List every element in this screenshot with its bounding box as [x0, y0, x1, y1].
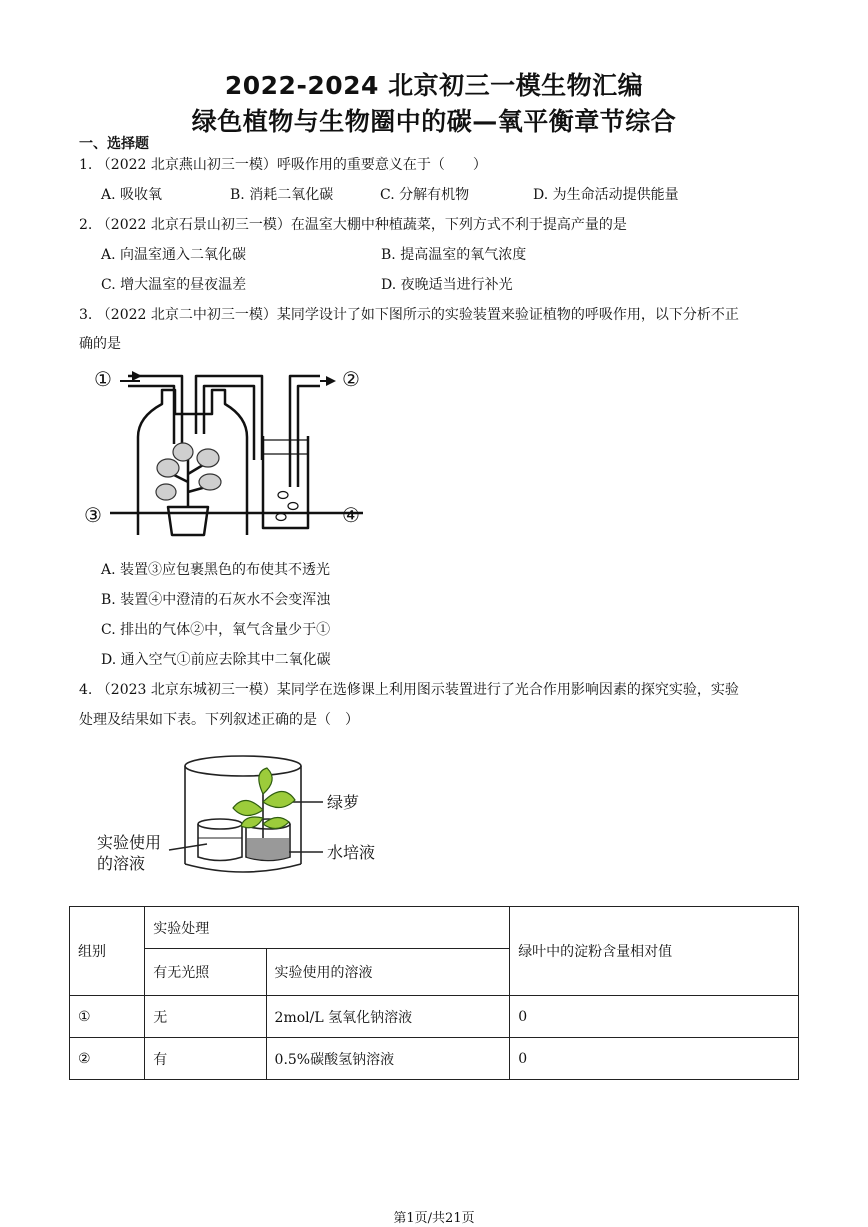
table-cell-group: ②	[70, 1038, 145, 1080]
table-cell-group: ①	[70, 996, 145, 1038]
table-row	[70, 1038, 799, 1080]
q3-figure-label-1: ①	[94, 367, 112, 391]
q3-respiration-apparatus-figure	[80, 362, 380, 544]
table-cell-result: 0	[510, 996, 799, 1038]
table-cell-solution: 0.5%碳酸氢钠溶液	[266, 1038, 510, 1080]
table-header-result: 绿叶中的淀粉含量相对值	[510, 907, 799, 996]
q4-label-plant: 绿萝	[327, 793, 360, 812]
table-cell-solution: 2mol/L 氢氧化钠溶液	[266, 996, 510, 1038]
q2-option-d[interactable]: D. 夜晚适当进行补光	[381, 277, 513, 293]
page-footer: 第1页/共21页	[393, 1211, 475, 1226]
q3-stem-line2: 确的是	[79, 336, 121, 352]
q1-option-a[interactable]: A. 吸收氧	[101, 187, 163, 203]
table-cell-light: 有	[145, 1038, 266, 1080]
q2-option-b[interactable]: B. 提高温室的氧气浓度	[381, 247, 527, 263]
table-cell-result: 0	[510, 1038, 799, 1080]
q4-label-solution-line1: 实验使用	[97, 833, 162, 852]
q4-stem-line2: 处理及结果如下表。下列叙述正确的是（ ）	[79, 712, 359, 728]
doc-title-line2: 绿色植物与生物圈中的碳—氧平衡章节综合	[191, 107, 677, 136]
q3-stem-line1: 3. （2022 北京二中初三一模）某同学设计了如下图所示的实验装置来验证植物的呼吸作用，以下分析不正	[79, 307, 739, 323]
q3-figure-label-4: ④	[342, 503, 360, 527]
q2-option-c[interactable]: C. 增大温室的昼夜温差	[101, 277, 247, 293]
q2-stem: 2. （2022 北京石景山初三一模）在温室大棚中种植蔬菜，下列方式不利于提高产量的是	[79, 217, 627, 233]
q1-stem: 1. （2022 北京燕山初三一模）呼吸作用的重要意义在于（ ）	[79, 157, 487, 173]
table-header-light: 有无光照	[145, 949, 266, 996]
q1-option-b[interactable]: B. 消耗二氧化碳	[230, 187, 334, 203]
q4-hydroponic-setup-figure	[95, 752, 405, 880]
q3-figure-label-3: ③	[84, 503, 102, 527]
q3-option-b[interactable]: B. 装置④中澄清的石灰水不会变浑浊	[101, 592, 331, 608]
q4-label-solution-line2: 的溶液	[97, 854, 146, 873]
q4-results-table	[69, 906, 799, 1080]
q3-option-d[interactable]: D. 通入空气①前应去除其中二氧化碳	[101, 652, 331, 668]
table-row	[70, 996, 799, 1038]
q3-option-c[interactable]: C. 排出的气体②中，氧气含量少于①	[101, 622, 331, 638]
q4-label-hydro: 水培液	[327, 843, 376, 862]
q1-option-c[interactable]: C. 分解有机物	[380, 187, 470, 203]
section-heading: 一、选择题	[79, 136, 149, 152]
table-header-group: 组别	[70, 907, 145, 996]
table-cell-light: 无	[145, 996, 266, 1038]
q4-stem-line1: 4. （2023 北京东城初三一模）某同学在选修课上利用图示装置进行了光合作用影响因素的探究实验，实验	[79, 682, 739, 698]
q3-option-a[interactable]: A. 装置③应包裹黑色的布使其不透光	[101, 562, 331, 578]
q1-option-d[interactable]: D. 为生命活动提供能量	[533, 187, 679, 203]
q3-figure-label-2: ②	[342, 367, 360, 391]
table-header-solution: 实验使用的溶液	[266, 949, 510, 996]
table-header-treatment: 实验处理	[145, 907, 510, 949]
q2-option-a[interactable]: A. 向温室通入二氧化碳	[101, 247, 247, 263]
doc-title-line1: 2022-2024 北京初三一模生物汇编	[224, 71, 644, 100]
